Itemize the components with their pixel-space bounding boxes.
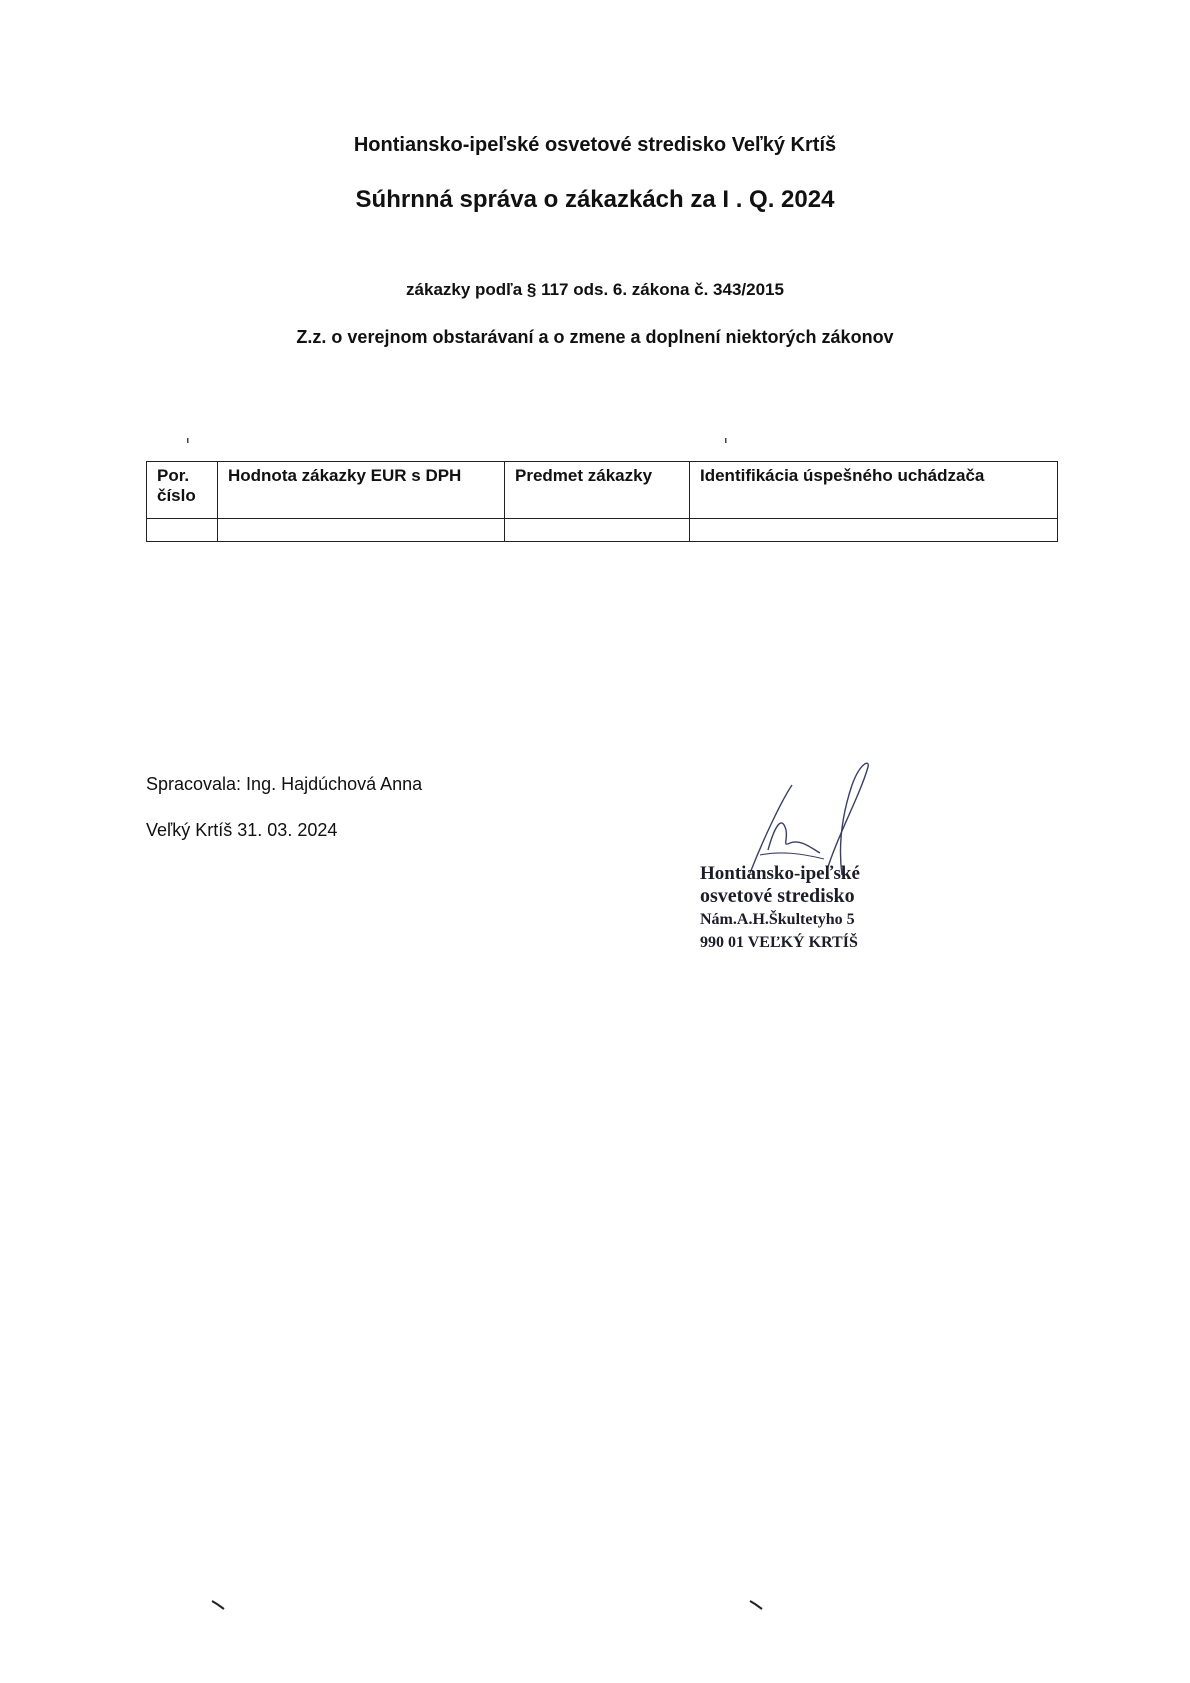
header-contract-subject: Predmet zákazky (505, 462, 690, 519)
header-order-number-line2: číslo (157, 486, 196, 505)
header-contract-value: Hodnota zákazky EUR s DPH (218, 462, 505, 519)
place-and-date: Veľký Krtíš 31. 03. 2024 (146, 820, 338, 840)
scan-speck (748, 1598, 766, 1612)
scan-speck (186, 438, 190, 444)
header-order-number (147, 462, 218, 519)
scan-speck (724, 438, 728, 444)
organization-stamp (700, 862, 930, 954)
header-successful-bidder: Identifikácia úspešného uchádzača (690, 462, 1058, 519)
stamp-line-2: osvetové stredisko (700, 885, 855, 907)
scan-speck (210, 1598, 228, 1612)
table-cell (147, 519, 218, 542)
stamp-line-3: Nám.A.H.Škultetyho 5 (700, 911, 855, 928)
table-cell (690, 519, 1058, 542)
table-cell (505, 519, 690, 542)
law-reference-line-1: zákazky podľa § 117 ods. 6. zákona č. 343/2015 (406, 280, 784, 299)
organization-title: Hontiansko-ipeľské osvetové stredisko Veľký Krtíš (353, 134, 837, 156)
report-title: Súhrnná správa o zákazkách za I . Q. 2024 (355, 186, 835, 213)
stamp-line-1: Hontiansko-ipeľské (700, 863, 860, 884)
header-order-number-line1: Por. (157, 466, 190, 485)
law-reference-line-2: Z.z. o verejnom obstarávaní a o zmene a doplnení niektorých zákonov (296, 327, 894, 347)
prepared-by: Spracovala: Ing. Hajdúchová Anna (146, 774, 423, 794)
stamp-line-4: 990 01 VEĽKÝ KRTÍŠ (700, 934, 858, 951)
table-row (147, 519, 1058, 542)
contracts-table (146, 461, 1058, 542)
table-header-row (147, 462, 1058, 519)
table-cell (218, 519, 505, 542)
